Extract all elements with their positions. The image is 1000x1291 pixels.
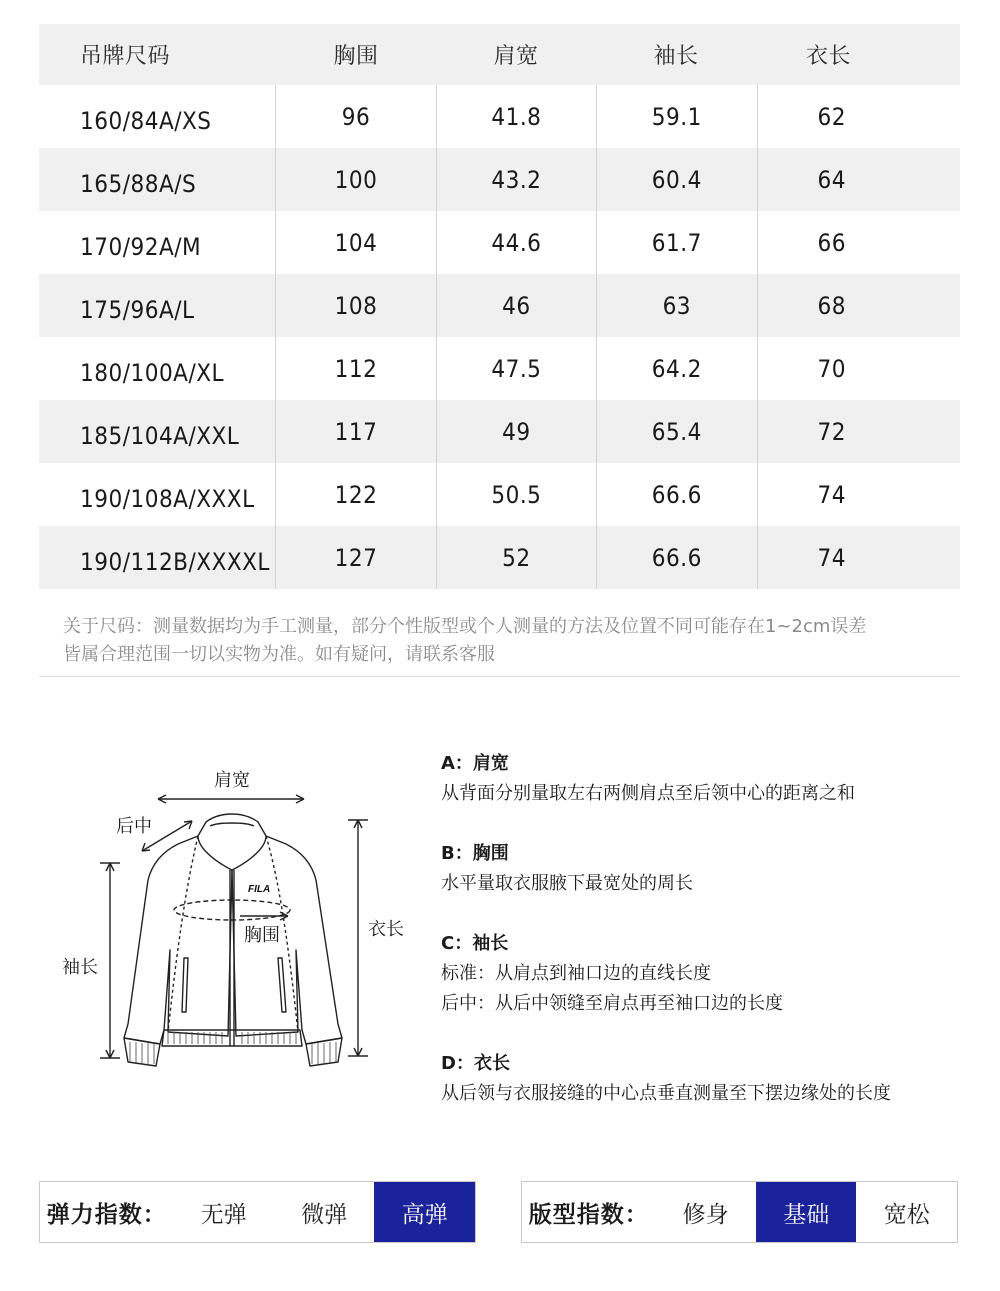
desc-length-title: D：衣长 bbox=[441, 1053, 510, 1074]
desc-chest-text: 水平量取衣服腋下最宽处的周长 bbox=[441, 873, 693, 894]
fit-index bbox=[521, 1181, 958, 1243]
size-cell: 160/84A/XS bbox=[80, 106, 212, 135]
sleeve-cell: 60.4 bbox=[596, 148, 756, 211]
label-length: 衣长 bbox=[368, 919, 404, 940]
length-cell: 74 bbox=[757, 463, 960, 526]
desc-chest bbox=[441, 839, 693, 899]
header-length: 衣长 bbox=[806, 44, 852, 69]
table-row bbox=[39, 337, 960, 400]
sleeve-cell: 66.6 bbox=[596, 463, 756, 526]
desc-sleeve bbox=[441, 929, 783, 1019]
table-body bbox=[39, 85, 960, 589]
table-row bbox=[39, 463, 960, 526]
size-table bbox=[39, 24, 960, 589]
desc-shoulder-title: A：肩宽 bbox=[441, 753, 509, 774]
sleeve-cell: 65.4 bbox=[596, 400, 756, 463]
header-size-tag: 吊牌尺码 bbox=[80, 44, 171, 69]
chest-cell: 112 bbox=[275, 337, 435, 400]
fit-option-slim: 修身 bbox=[682, 1201, 729, 1228]
shoulder-cell: 46 bbox=[436, 274, 596, 337]
header-chest: 胸围 bbox=[333, 44, 379, 69]
header-shoulder: 肩宽 bbox=[493, 44, 539, 69]
desc-length bbox=[441, 1049, 891, 1109]
size-cell: 180/100A/XL bbox=[80, 358, 225, 387]
header-sleeve: 袖长 bbox=[653, 44, 699, 69]
size-note-line-1: 关于尺码：测量数据均为手工测量，部分个性版型或个人测量的方法及位置不同可能存在1~2cm误差 bbox=[63, 616, 867, 637]
length-cell: 72 bbox=[757, 400, 960, 463]
chest-cell: 117 bbox=[275, 400, 435, 463]
chest-cell: 104 bbox=[275, 211, 435, 274]
label-shoulder: 肩宽 bbox=[214, 770, 250, 791]
fit-title: 版型指数： bbox=[528, 1201, 649, 1228]
size-cell: 190/112B/XXXXL bbox=[80, 547, 270, 576]
table-row bbox=[39, 400, 960, 463]
length-cell: 74 bbox=[757, 526, 960, 589]
elasticity-title: 弹力指数： bbox=[46, 1201, 167, 1228]
length-cell: 62 bbox=[757, 85, 960, 148]
shoulder-cell: 44.6 bbox=[436, 211, 596, 274]
desc-sleeve-text-standard: 标准：从肩点到袖口边的直线长度 bbox=[441, 963, 711, 984]
measurement-diagram bbox=[40, 740, 430, 1090]
size-cell: 185/104A/XXL bbox=[80, 421, 240, 450]
length-cell: 64 bbox=[757, 148, 960, 211]
shoulder-cell: 43.2 bbox=[436, 148, 596, 211]
desc-shoulder bbox=[441, 749, 855, 809]
label-sleeve: 袖长 bbox=[62, 957, 98, 978]
length-cell: 66 bbox=[757, 211, 960, 274]
chest-cell: 127 bbox=[275, 526, 435, 589]
desc-sleeve-title: C：袖长 bbox=[441, 933, 509, 954]
size-cell: 175/96A/L bbox=[80, 295, 195, 324]
fila-logo: FILA bbox=[248, 884, 271, 895]
length-cell: 68 bbox=[757, 274, 960, 337]
elasticity-index bbox=[39, 1181, 476, 1243]
table-row bbox=[39, 148, 960, 211]
chest-cell: 108 bbox=[275, 274, 435, 337]
chest-cell: 100 bbox=[275, 148, 435, 211]
desc-shoulder-text: 从背面分别量取左右两侧肩点至后领中心的距离之和 bbox=[441, 783, 855, 804]
shoulder-cell: 49 bbox=[436, 400, 596, 463]
divider bbox=[39, 676, 960, 677]
shoulder-cell: 52 bbox=[436, 526, 596, 589]
table-row bbox=[39, 274, 960, 337]
elasticity-option-none: 无弹 bbox=[200, 1201, 247, 1228]
chest-cell: 122 bbox=[275, 463, 435, 526]
shoulder-cell: 47.5 bbox=[436, 337, 596, 400]
sleeve-cell: 66.6 bbox=[596, 526, 756, 589]
fit-option-loose: 宽松 bbox=[883, 1201, 930, 1228]
fit-option-regular: 基础 bbox=[756, 1182, 857, 1242]
elasticity-option-high: 高弹 bbox=[374, 1182, 475, 1242]
size-cell: 190/108A/XXXL bbox=[80, 484, 255, 513]
table-row bbox=[39, 85, 960, 148]
desc-sleeve-text-back: 后中：从后中领缝至肩点再至袖口边的长度 bbox=[441, 993, 783, 1014]
length-cell: 70 bbox=[757, 337, 960, 400]
shoulder-cell: 41.8 bbox=[436, 85, 596, 148]
sleeve-cell: 59.1 bbox=[596, 85, 756, 148]
table-row bbox=[39, 526, 960, 589]
chest-cell: 96 bbox=[275, 85, 435, 148]
label-back-center: 后中 bbox=[116, 816, 152, 837]
size-cell: 170/92A/M bbox=[80, 232, 202, 261]
size-note-line-2: 皆属合理范围一切以实物为准。如有疑问，请联系客服 bbox=[63, 644, 495, 665]
desc-chest-title: B：胸围 bbox=[441, 843, 509, 864]
desc-length-text: 从后领与衣服接缝的中心点垂直测量至下摆边缘处的长度 bbox=[441, 1083, 891, 1104]
sleeve-cell: 61.7 bbox=[596, 211, 756, 274]
sleeve-cell: 64.2 bbox=[596, 337, 756, 400]
size-cell: 165/88A/S bbox=[80, 169, 197, 198]
elasticity-option-slight: 微弹 bbox=[301, 1201, 348, 1228]
sleeve-cell: 63 bbox=[596, 274, 756, 337]
shoulder-cell: 50.5 bbox=[436, 463, 596, 526]
label-chest: 胸围 bbox=[244, 925, 280, 946]
table-header-row bbox=[39, 24, 960, 85]
size-note bbox=[63, 613, 963, 669]
table-row bbox=[39, 211, 960, 274]
